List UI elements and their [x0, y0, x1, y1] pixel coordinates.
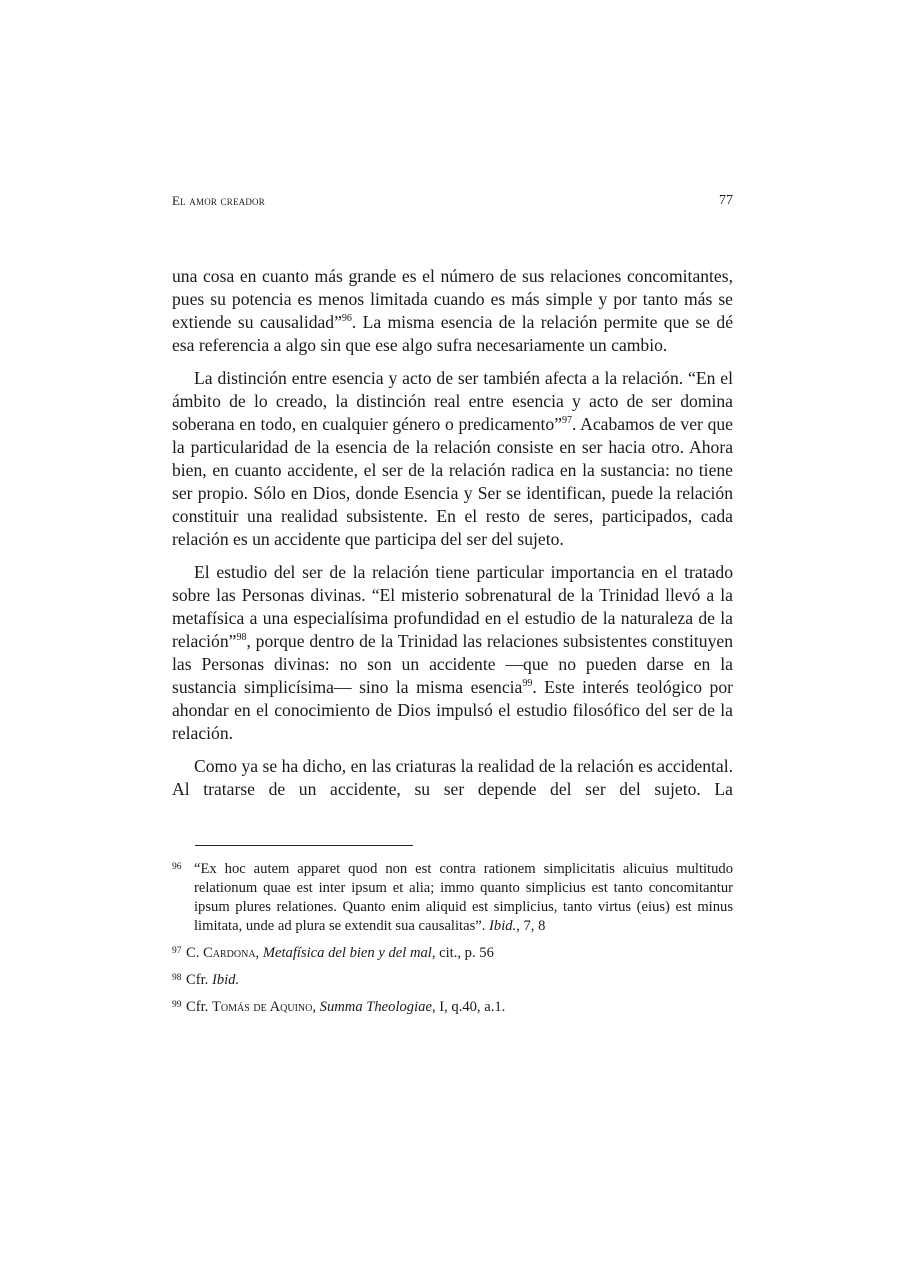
ref: Ibid. [489, 918, 517, 934]
footnote-number: 96 [172, 862, 182, 872]
footnote-ref[interactable]: 98 [236, 632, 247, 643]
footnote-number: 98 [172, 973, 182, 983]
running-title: El amor creador [172, 193, 265, 208]
title: Summa Theologiae [319, 999, 432, 1015]
text: , I, q.40, a.1. [431, 999, 506, 1015]
title: Metafísica del bien y del mal [262, 945, 432, 961]
footnote [172, 998, 733, 1017]
footnotes [172, 860, 733, 1025]
text: “Ex hoc autem apparet quod non est contra rationem simplicitatis alicuius multitudo relationum quae est inter ipsum et alia; immo quanto simplicius est tanto concomitantur ipsum plures relationes. Quanto enim aliquid est simplicius, tanto virtus (eius) est minus limitata, unde ad plura se extendit sua causalitas”. [194, 861, 733, 934]
text: . La misma esencia de la relación permite que se dé esa referencia a algo sin que ese algo sufra necesariamente un cambio. [172, 312, 734, 355]
text: El estudio del ser de la relación tiene particular importancia en el tratado sobre las Personas divinas. “El misterio sobrenatural de la Trinidad llevó a la metafísica a una especialísima profundidad en el estudio de la naturaleza de la relación” [172, 562, 733, 651]
text: Cfr. [186, 999, 212, 1015]
footnote-ref[interactable]: 99 [522, 678, 533, 689]
text: , cit., p. 56 [431, 945, 494, 961]
paragraph [172, 367, 733, 551]
title: Ibid. [211, 972, 240, 988]
footnote-separator [195, 845, 413, 846]
body-text [172, 265, 733, 811]
text: , [255, 945, 263, 961]
text: Como ya se ha dicho, en las criaturas la realidad de la relación es accidental. Al tratarse de un accidente, su ser depende del ser del sujeto. La [172, 756, 733, 799]
text: . Este interés teológico por ahondar en el conocimiento de Dios impulsó el estudio filosófico del ser de la relación. [172, 677, 734, 743]
paragraph [172, 561, 733, 745]
footnote [172, 944, 733, 963]
text: La distinción entre esencia y acto de ser también afecta a la relación. “En el ámbito de lo creado, la distinción real entre esencia y acto de ser domina soberana en todo, en cualquier género o predicamento” [172, 368, 733, 434]
page-header [172, 193, 733, 209]
text: C. [186, 945, 204, 961]
paragraph [172, 755, 733, 801]
author: Cardona [203, 945, 256, 961]
footnote [172, 971, 733, 990]
text: , 7, 8 [516, 918, 546, 934]
text: una cosa en cuanto más grande es el número de sus relaciones concomitantes, pues su potencia es menos limitada cuando es más simple y por tanto más se extiende su causalidad” [172, 266, 733, 332]
footnote [172, 860, 733, 936]
footnote-ref[interactable]: 96 [341, 313, 352, 324]
text: Cfr. [186, 972, 212, 988]
text: , porque dentro de la Trinidad las relaciones subsistentes constituyen las Personas divinas: no son un accidente —que no pueden darse en la sustancia simplicísima— sino la misma esencia [172, 631, 733, 697]
text: . Acabamos de ver que la particularidad de la esencia de la relación consiste en ser hacia otro. Ahora bien, en cuanto accidente, el ser de la relación radica en la sustancia: no tiene ser propio. Sólo en Dios, donde Esencia y Ser se identifican, puede la relación constituir una realidad subsistente. En el resto de seres, participados, cada relación es un accidente que participa del ser del sujeto. [172, 414, 733, 549]
footnote-ref[interactable]: 97 [562, 415, 573, 426]
paragraph [172, 265, 733, 357]
page-number: 77 [719, 193, 733, 208]
text: , [312, 999, 320, 1015]
footnote-number: 99 [172, 1000, 182, 1010]
footnote-number: 97 [172, 946, 182, 956]
author: Tomás de Aquino [211, 999, 313, 1015]
